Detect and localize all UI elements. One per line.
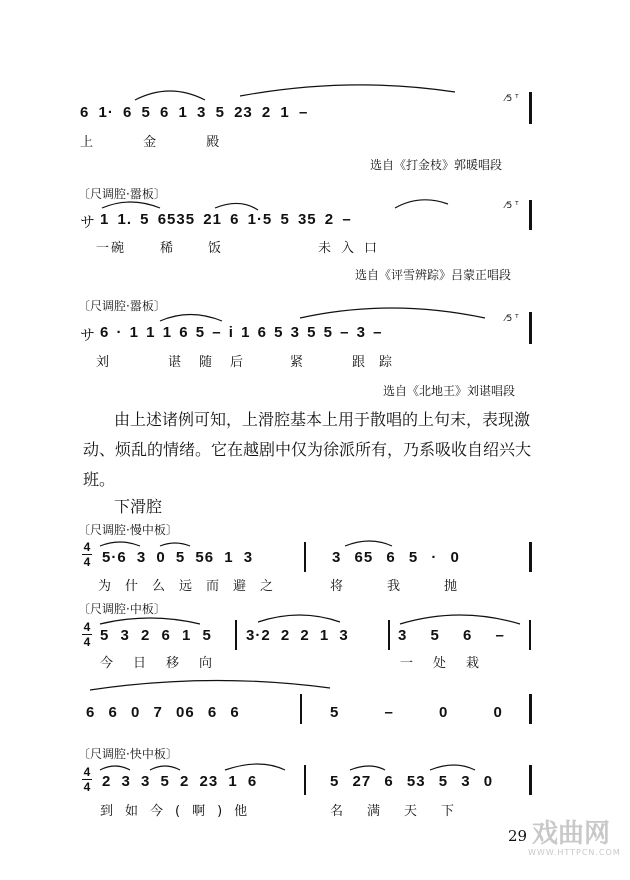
excerpt3-lyric-c: 紧 (290, 355, 306, 370)
score1-style-tag: 〔尺调腔·慢中板〕 (78, 523, 178, 537)
slur (150, 766, 180, 770)
grace-mark: ⁄5 ᵀ (505, 94, 519, 104)
barline (388, 620, 390, 650)
slur (100, 542, 140, 546)
barline (529, 620, 531, 650)
paragraph-line-1: 由上述诸例可知，上滑腔基本上用于散唱的上句末，表现激 (114, 410, 531, 429)
slur (258, 615, 340, 622)
score2-lyrics-1: 今日移向 (100, 656, 233, 671)
score4-time-signature (82, 766, 92, 793)
time-top: 4 (83, 540, 91, 554)
slur (345, 541, 392, 546)
excerpt2-lyric-b: 稀 (160, 241, 176, 256)
slur (350, 766, 385, 770)
excerpt2-notation: 1 1. 5 6535 21 6 1·5 5 35 2 – (100, 211, 352, 228)
score2-lyrics-3: 一处栽 (400, 656, 500, 671)
score4-style-tag: 〔尺调腔·快中板〕 (78, 747, 178, 761)
score4-lyrics-1: 到如今(啊)他 (100, 804, 260, 819)
excerpt1-notation: 6 1· 6 5 6 1 3 5 23 2 1 – (80, 104, 309, 121)
excerpt3-lyric-a: 刘 (96, 355, 112, 370)
slur (240, 85, 455, 96)
barline (304, 765, 306, 795)
watermark-url: WWW.HTTPCN.COM (528, 848, 621, 857)
excerpt2-lyric-a: 一碗 (96, 241, 127, 256)
final-barline (529, 694, 532, 724)
paragraph-line-3: 班。 (83, 470, 116, 489)
final-barline (529, 312, 532, 344)
slur (90, 680, 330, 690)
slur (160, 315, 222, 322)
excerpt2-lyric-d: 未入口 (318, 241, 388, 256)
score2-style-tag: 〔尺调腔·中板〕 (78, 602, 166, 616)
slur (225, 764, 285, 770)
time-bottom: 4 (83, 555, 91, 569)
score1-measure-1: 5·6 3 0 5 56 1 3 (102, 549, 254, 566)
score3-measure-1: 6 6 0 7 06 6 6 (86, 704, 240, 721)
slur (400, 615, 520, 624)
time-bottom: 4 (83, 635, 91, 649)
time-bottom: 4 (83, 780, 91, 794)
time-top: 4 (83, 765, 91, 779)
page-number: 29 (508, 827, 528, 845)
excerpt2-style-tag: 〔尺调腔·嚣板〕 (78, 187, 166, 201)
score2-measure-2: 3·2 2 2 1 3 (246, 627, 349, 644)
barline (304, 542, 306, 572)
slur (100, 766, 130, 770)
grace-mark: ⁄5 ᵀ (505, 201, 519, 211)
score2-measure-1: 5 3 2 6 1 5 (100, 627, 212, 644)
slur (135, 91, 205, 100)
final-barline (529, 200, 532, 230)
score3-measure-2: 5 – 0 0 (330, 704, 503, 721)
slur (215, 203, 258, 210)
excerpt3-source: 选自《北地王》刘谌唱段 (383, 384, 516, 398)
slur (102, 202, 160, 208)
score1-time-signature (82, 541, 92, 568)
excerpt3-notation: 6 · 1 1 1 6 5 – i 1 6 5 3 5 5 – 3 – (100, 324, 383, 341)
excerpt2-source: 选自《评雪辨踪》吕蒙正唱段 (355, 268, 512, 282)
barline (235, 620, 237, 650)
excerpt1-source: 选自《打金枝》郭暖唱段 (370, 158, 503, 172)
time-top: 4 (83, 620, 91, 634)
final-barline (529, 92, 532, 124)
score4-lyrics-2: 名满天下 (330, 804, 479, 819)
excerpt3-lyric-d: 跟踪 (352, 355, 407, 370)
final-barline (529, 765, 532, 795)
slur (160, 543, 190, 546)
score2-measure-3: 3 5 6 – (398, 627, 505, 644)
score2-time-signature (82, 621, 92, 648)
score1-lyrics-1: 为什么远而避之 (98, 579, 288, 594)
slur (430, 765, 475, 770)
section-title: 下滑腔 (114, 497, 163, 516)
slur (100, 618, 200, 624)
excerpt3-lyric-b: 谌随后 (168, 355, 262, 370)
watermark-brand: 戏曲网 (532, 819, 611, 849)
score1-measure-2: 3 65 6 5 · 0 (332, 549, 460, 566)
excerpt2-free-meter: サ (80, 214, 97, 231)
slur (300, 308, 485, 318)
excerpt3-style-tag: 〔尺调腔·嚣板〕 (78, 299, 166, 313)
final-barline (529, 542, 532, 572)
score1-lyrics-2: 将我抛 (330, 579, 502, 594)
score4-measure-2: 5 27 6 53 5 3 0 (330, 773, 494, 790)
barline (300, 694, 302, 724)
excerpt3-free-meter: サ (80, 327, 97, 344)
score4-measure-1: 2 3 3 5 2 23 1 6 (102, 773, 258, 790)
paragraph-line-2: 动、烦乱的情绪。它在越剧中仅为徐派所有，乃系吸收自绍兴大 (83, 440, 532, 459)
grace-mark: ⁄5 ᵀ (505, 314, 519, 324)
excerpt2-lyric-c: 饭 (208, 241, 224, 256)
slur (395, 200, 448, 208)
excerpt1-lyrics: 上 金 殿 (80, 135, 222, 150)
